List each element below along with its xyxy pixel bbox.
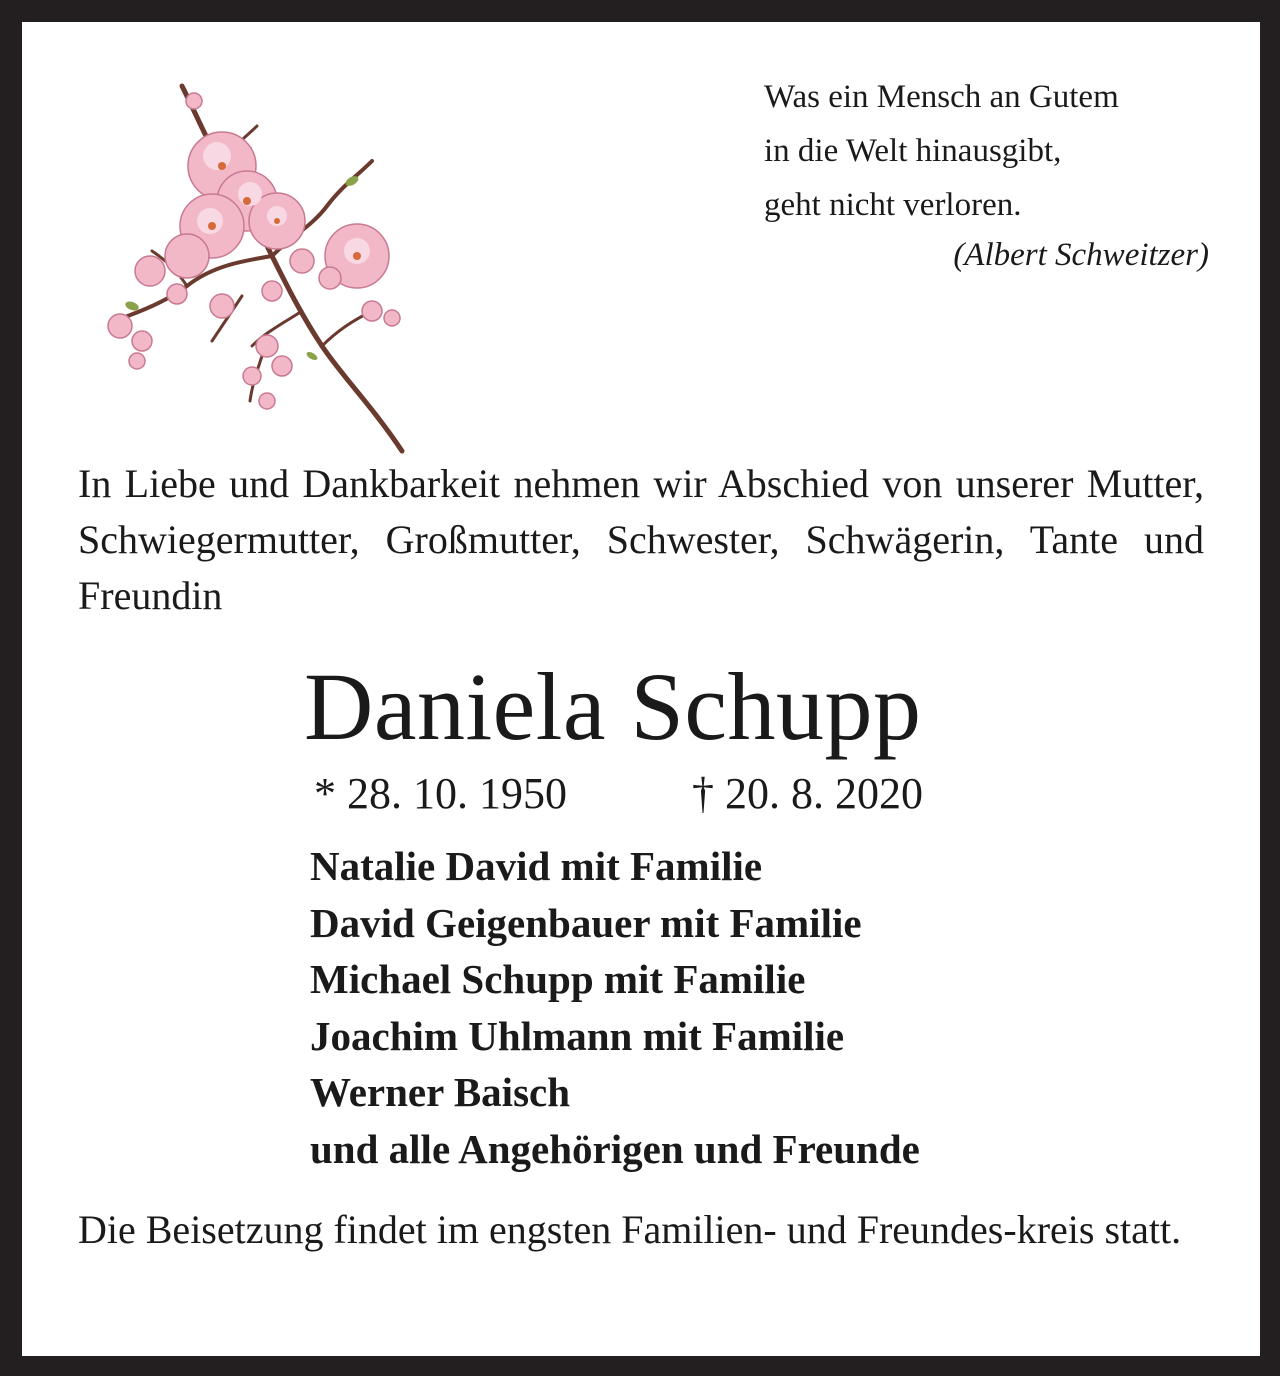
intro-text: In Liebe und Dankbarkeit nehmen wir Abschied von unserer Mutter, Schwiegermutter, Großmutter, Schwester, Schwägerin, Tante und Freundin	[78, 461, 1204, 618]
deceased-name: Daniela Schupp	[304, 653, 922, 760]
death-date: † 20. 8. 2020	[692, 769, 923, 818]
mourner-entry: Werner Baisch	[310, 1069, 571, 1115]
burial-note: Die Beisetzung findet im engsten Familien- und Freundes-kreis statt.	[78, 1207, 1182, 1252]
mourners-list	[310, 838, 920, 1177]
quote-line: in die Welt hinausgibt,	[764, 133, 1062, 169]
birth-date: * 28. 10. 1950	[314, 769, 567, 818]
obituary-notice	[22, 22, 1260, 1356]
quote-author: (Albert Schweitzer)	[953, 237, 1209, 273]
mourner-entry: und alle Angehörigen und Freunde	[310, 1125, 920, 1172]
life-dates	[314, 766, 923, 822]
mourner-entry: David Geigenbauer mit Familie	[310, 899, 862, 946]
quote-line: geht nicht verloren.	[764, 187, 1022, 223]
cherry-blossom-illustration	[72, 56, 417, 456]
mourner-entry: Joachim Uhlmann mit Familie	[310, 1012, 845, 1059]
mourner-entry: Natalie David mit Familie	[310, 843, 763, 889]
mourner-entry: Michael Schupp mit Familie	[310, 956, 806, 1002]
quote-block	[764, 70, 1209, 282]
quote-line: Was ein Mensch an Gutem	[764, 79, 1119, 115]
